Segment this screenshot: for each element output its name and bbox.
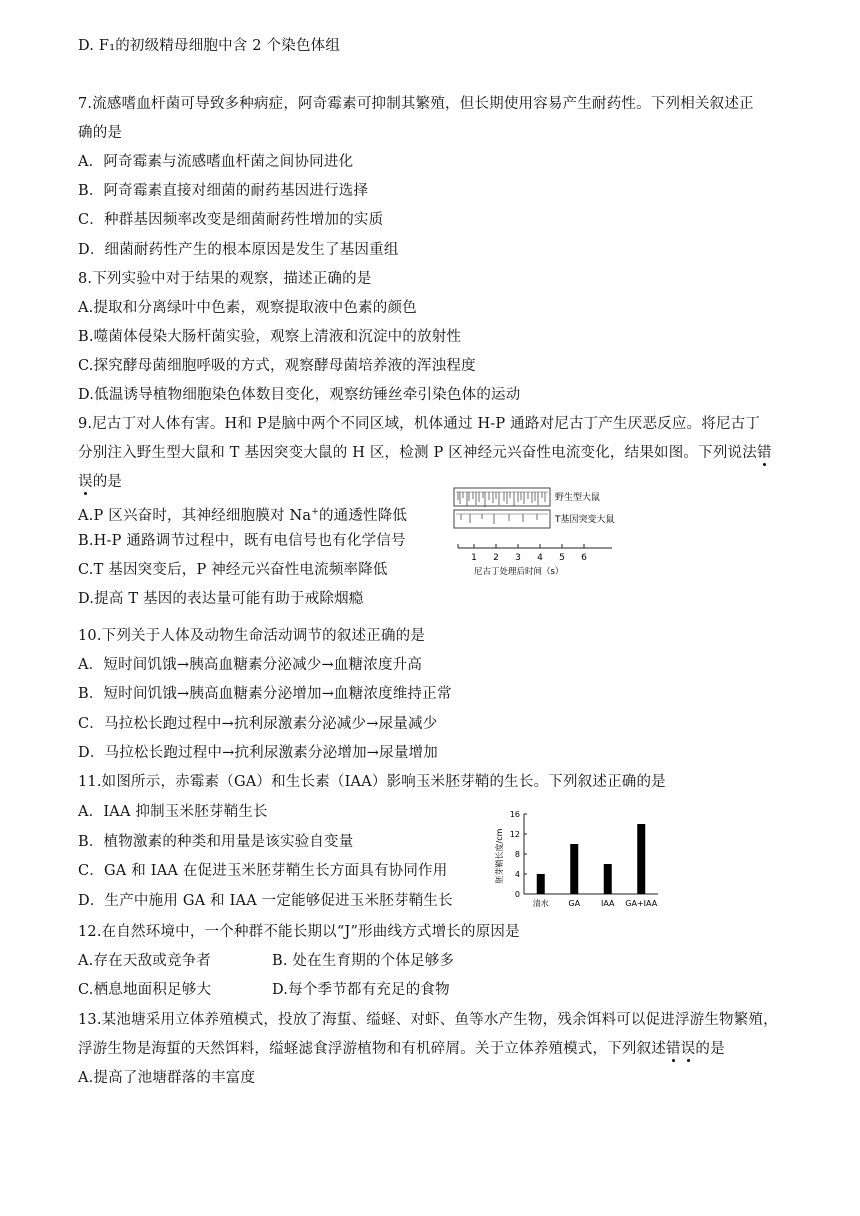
q6-option-d: D. F₁的初级精母细胞中含 2 个染色体组 <box>78 38 341 54</box>
chart-ylabel: 胚芽鞘长度/cm <box>495 828 504 884</box>
q13-stem-line2-text: 浮游生物是海蜇的天然饵料，缢蛏滤食浮游植物和有机碎屑。关于立体养殖模式，下列叙述 <box>78 1041 666 1057</box>
q7-option-d: D．细菌耐药性产生的根本原因是发生了基因重组 <box>78 242 399 258</box>
time-tick-label: 4 <box>537 553 543 563</box>
q8-option-a: A.提取和分离绿叶中色素，观察提取液中色素的颜色 <box>78 300 417 316</box>
time-axis-ticks <box>458 544 587 563</box>
time-tick-label: 3 <box>515 553 521 563</box>
wild-trace-box <box>454 488 550 506</box>
wild-trace-spikes <box>456 492 548 507</box>
q7-option-c: C．种群基因频率改变是细菌耐药性增加的实质 <box>78 212 384 228</box>
q11-option-d: D．生产中施用 GA 和 IAA 一定能够促进玉米胚芽鞘生长 <box>78 893 453 909</box>
q9-option-a-pre: A.P 区兴奋时，其神经细胞膜对 Na <box>78 507 312 524</box>
q7-option-a: A．阿奇霉素与流感嗜血杆菌之间协同进化 <box>78 154 354 170</box>
q8-option-b: B.噬菌体侵染大肠杆菌实验，观察上清液和沉淀中的放射性 <box>78 329 462 345</box>
q12-option-b: B. 处在生育期的个体足够多 <box>272 953 455 969</box>
x-tick-label: GA <box>568 899 581 908</box>
x-tick-label: GA+IAA <box>625 899 658 908</box>
q8-option-c: C.探究酵母菌细胞呼吸的方式，观察酵母菌培养液的浑浊程度 <box>78 358 476 374</box>
time-tick-label: 2 <box>493 553 499 563</box>
q12-option-d: D.每个季节都有充足的食物 <box>272 982 450 998</box>
q9-stem-line1: 9.尼古丁对人体有害。H和 P是脑中两个不同区域，机体通过 H-P 通路对尼古丁产生厌恶反应。将尼古丁 <box>78 416 761 432</box>
q10-stem: 10.下列关于人体及动物生命活动调节的叙述正确的是 <box>78 628 426 644</box>
q11-bar-chart <box>488 806 668 916</box>
x-tick-label: 清水 <box>532 899 549 908</box>
bar-2 <box>604 864 612 894</box>
q13-stem-line1: 13.某池塘采用立体养殖模式，投放了海蜇、缢蛏、对虾、鱼等水产生物，残余饵料可以促进浮游生物繁殖， <box>78 1012 778 1028</box>
time-axis-label: 尼古丁处理后时间（s） <box>474 567 564 577</box>
q7-stem-line1: 7.流感嗜血杆菌可导致多种病症，阿奇霉素可抑制其繁殖，但长期使用容易产生耐药性。下列相关叙述正 <box>78 96 754 112</box>
mutant-trace-spikes <box>456 514 548 524</box>
q7-option-b: B．阿奇霉素直接对细菌的耐药基因进行选择 <box>78 183 369 199</box>
q9-stem-line2 <box>78 443 772 463</box>
q9-emphasis-cuo: 错 <box>756 445 772 461</box>
bar-1 <box>570 844 578 894</box>
y-tick-label: 12 <box>509 830 520 839</box>
q9-option-b: B.H-P 通路调节过程中，既有电信号也有化学信号 <box>78 533 406 549</box>
time-tick-label: 5 <box>559 553 565 563</box>
q10-option-d: D．马拉松长跑过程中→抗利尿激素分泌增加→尿量增加 <box>78 745 438 761</box>
y-tick-label: 16 <box>509 810 520 819</box>
y-tick-label: 0 <box>514 890 520 899</box>
q9-stem-line2-text: 分别注入野生型大鼠和 T 基因突变大鼠的 H 区，检测 P 区神经元兴奋性电流变化，结果如图。下列说法 <box>78 445 757 461</box>
q12-option-a: A.存在天敌或竞争者 <box>78 953 212 969</box>
q10-option-c: C．马拉松长跑过程中→抗利尿激素分泌减少→尿量减少 <box>78 716 438 732</box>
q11-option-a: A．IAA 抑制玉米胚芽鞘生长 <box>78 804 268 820</box>
q11-option-b: B．植物激素的种类和用量是该实验自变量 <box>78 834 354 850</box>
q8-stem: 8.下列实验中对于结果的观察，描述正确的是 <box>78 271 372 287</box>
legend-mutant: T基因突变大鼠 <box>555 515 615 525</box>
q11-option-c: C．GA 和 IAA 在促进玉米胚芽鞘生长方面具有协同作用 <box>78 863 448 879</box>
q13-option-a: A.提高了池塘群落的丰富度 <box>78 1070 256 1086</box>
q13-stem-line2-end: 的是 <box>695 1041 725 1057</box>
q9-option-c: C.T 基因突变后，P 神经元兴奋性电流频率降低 <box>78 562 388 578</box>
chart-bars <box>537 824 646 894</box>
q11-stem: 11.如图所示，赤霉素（GA）和生长素（IAA）影响玉米胚芽鞘的生长。下列叙述正确的是 <box>78 774 666 790</box>
q13-emphasis-cuo: 错 <box>666 1041 681 1057</box>
mutant-trace-box <box>454 510 550 528</box>
q9-stem-line3-text: 的是 <box>92 474 123 490</box>
q8-option-d: D.低温诱导植物细胞染色体数目变化，观察纺锤丝牵引染色体的运动 <box>78 387 521 403</box>
bar-0 <box>537 874 545 894</box>
q9-option-a-sup: + <box>311 507 319 517</box>
chart-x-labels <box>533 898 658 908</box>
y-tick-label: 4 <box>514 870 520 879</box>
q13-emphasis-wu: 误 <box>680 1041 696 1057</box>
q10-option-b: B．短时间饥饿→胰高血糖素分泌增加→血糖浓度维持正常 <box>78 686 452 702</box>
q12-stem: 12.在自然环境中，一个种群不能长期以“J”形曲线方式增长的原因是 <box>78 924 520 940</box>
q9-option-a-post: 的通透性降低 <box>318 507 408 524</box>
y-tick-label: 8 <box>514 850 520 859</box>
q13-stem-line2 <box>78 1039 725 1059</box>
time-tick-label: 6 <box>581 553 587 563</box>
x-tick-label: IAA <box>600 899 615 908</box>
q9-current-figure <box>452 486 622 582</box>
q9-option-a <box>78 502 407 526</box>
q9-option-d: D.提高 T 基因的表达量可能有助于戒除烟瘾 <box>78 591 364 607</box>
q9-emphasis-wu: 误 <box>78 474 93 490</box>
q9-stem-line3 <box>78 472 122 492</box>
q10-option-a: A．短时间饥饿→胰高血糖素分泌减少→血糖浓度升高 <box>78 657 423 673</box>
time-tick-label: 1 <box>471 553 477 563</box>
legend-wild: 野生型大鼠 <box>555 493 601 503</box>
bar-3 <box>637 824 645 894</box>
q12-option-c: C.栖息地面积足够大 <box>78 982 212 998</box>
q7-stem-line2: 确的是 <box>78 125 123 141</box>
